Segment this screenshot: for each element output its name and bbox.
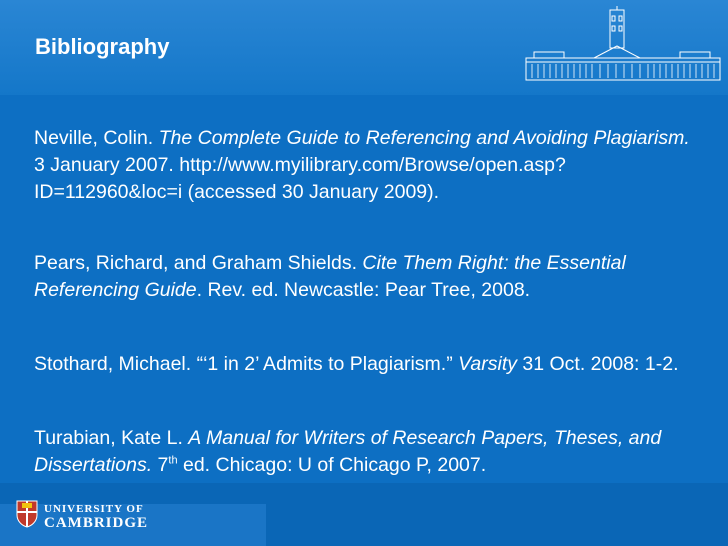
bibliography-entry	[34, 351, 704, 378]
entry-title: Cite Them Right: the Essential Referencing Guide	[34, 252, 626, 301]
entry-details: 31 Oct. 2008: 1-2.	[516, 353, 679, 375]
bibliography-entry	[34, 425, 704, 479]
university-name-line1: UNIVERSITY OF	[44, 503, 144, 515]
entry-author: Stothard, Michael. “‘1 in 2’ Admits to Plagiarism.”	[34, 353, 459, 375]
entry-title: The Complete Guide to Referencing and Avoiding Plagiarism.	[158, 127, 690, 149]
entry-author: Neville, Colin.	[34, 127, 159, 149]
bibliography-entry	[34, 250, 704, 304]
slide-title: Bibliography	[35, 34, 170, 59]
entry-details: . Rev. ed. Newcastle: Pear Tree, 2008.	[196, 279, 531, 301]
entry-details: 3 January 2007. http://www.myilibrary.com/Browse/open.asp?ID=112960&loc=i (accessed 30 January 2009).	[34, 154, 566, 203]
bibliography-entry	[34, 125, 704, 206]
entry-edition-suffix: th	[168, 454, 178, 467]
entry-edition: 7	[152, 454, 169, 476]
entry-author: Pears, Richard, and Graham Shields.	[34, 252, 363, 274]
entry-author: Turabian, Kate L.	[34, 427, 189, 449]
entry-title: Varsity	[458, 353, 517, 375]
entry-title: A Manual for Writers of Research Papers, Theses, and Dissertations.	[34, 427, 662, 476]
entry-details: ed. Chicago: U of Chicago P, 2007.	[177, 454, 487, 476]
university-crest-icon	[16, 500, 38, 528]
library-building-icon	[524, 6, 722, 84]
university-name-line2: CAMBRIDGE	[44, 515, 149, 531]
